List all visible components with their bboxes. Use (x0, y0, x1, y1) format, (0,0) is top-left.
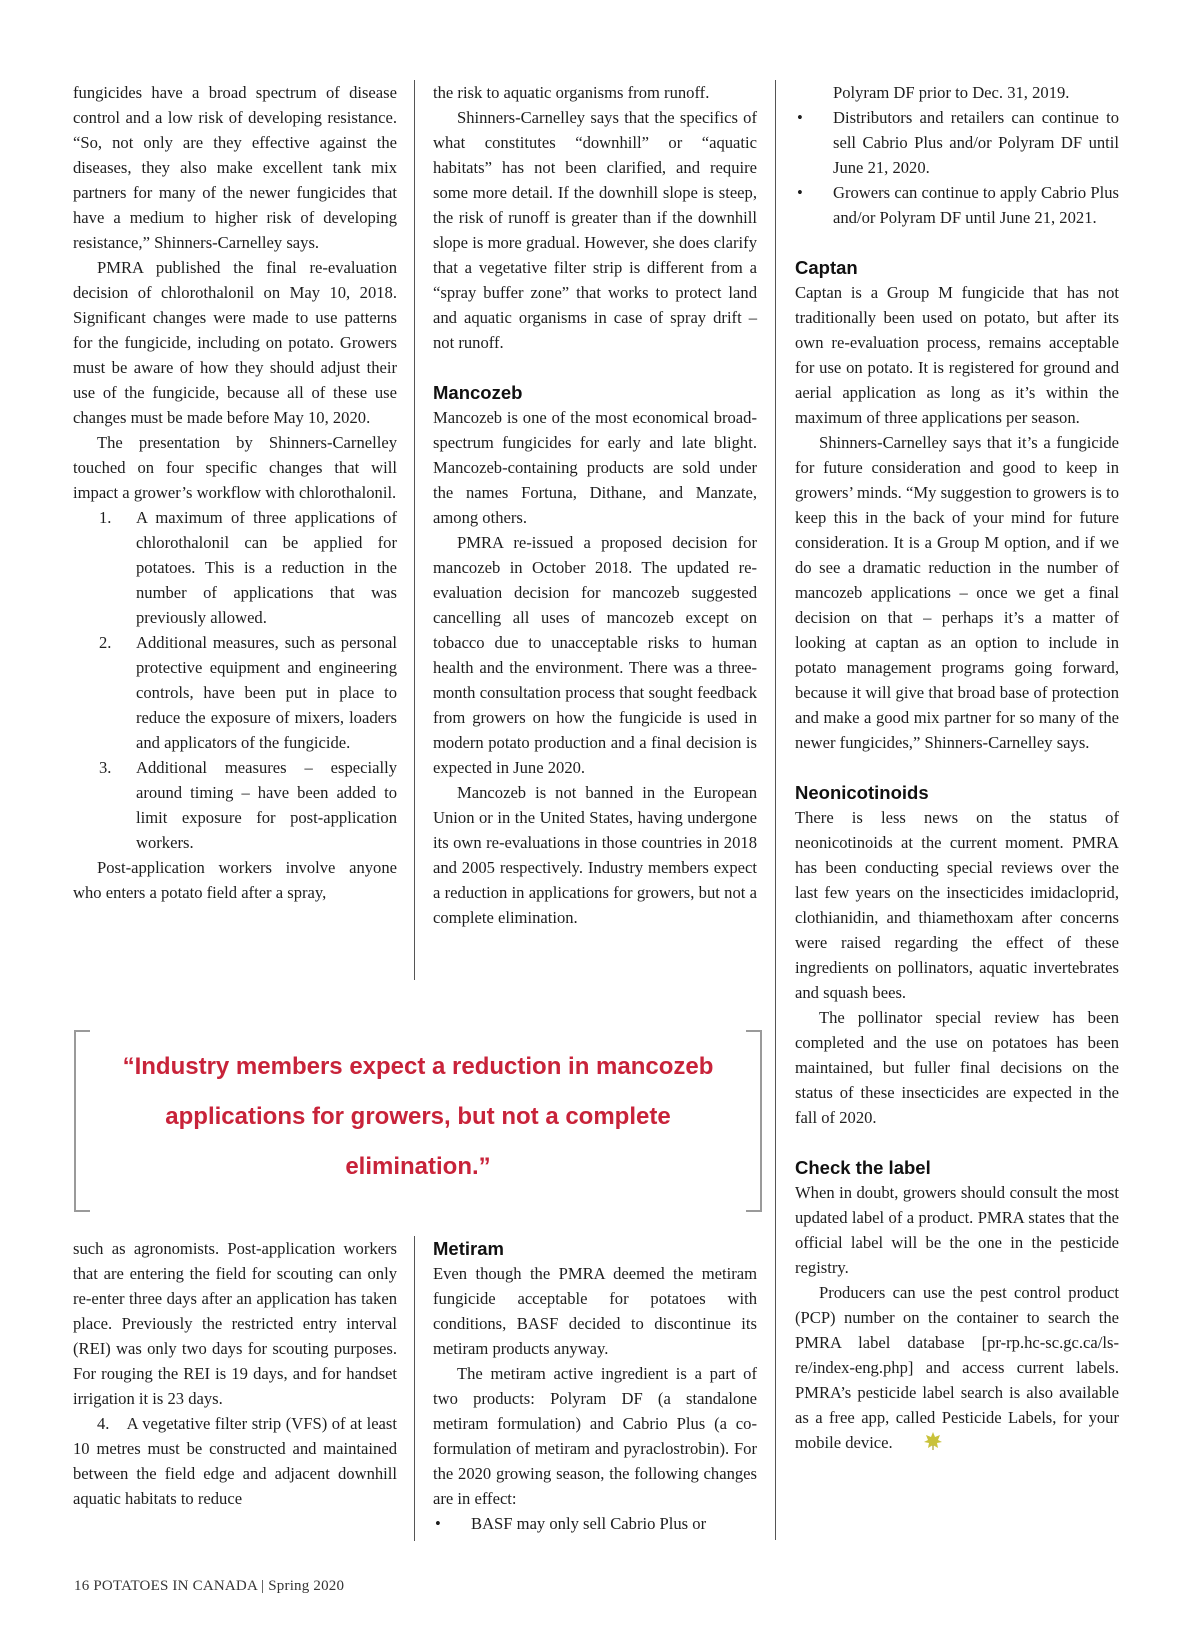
paragraph: When in doubt, growers should consult the most updated label of a product. PMRA states that the official label will be the one in the pesticide registry. (795, 1183, 1119, 1277)
section-heading-captan: Captan (795, 257, 858, 278)
bullet-symbol: • (797, 183, 803, 202)
paragraph: Mancozeb is not banned in the European Union or in the United States, having undergone its own re-evaluations in those countries in 2018 and 2005 respectively. Industry members expect a reduction in applications for growers, but not a complete elimination. (433, 783, 757, 927)
list-item (73, 505, 397, 630)
paragraph-text: Producers can use the pest control product (PCP) number on the container to search the PMRA label database [pr-rp.hc-sc.gc.ca/ls-re/index-eng.php] and access current labels. PMRA’s pesticide label search is also available as a free app, called Pesticide Labels, for your mobile device. (795, 1283, 1119, 1452)
pull-quote-text: “Industry members expect a reduction in mancozeb applications for growers, but not a complete elimination.” (122, 1053, 714, 1180)
bullet-list (795, 105, 1119, 230)
column-divider (775, 80, 776, 1540)
paragraph: The pollinator special review has been completed and the use on potatoes has been maintained, but fuller final decisions on the status of these insecticides are expected in the fall of 2020. (795, 1008, 1119, 1127)
paragraph: PMRA re-issued a proposed decision for mancozeb in October 2018. The updated re-evaluation decision for mancozeb suggested cancelling all uses of mancozeb except on tobacco due to unacceptable risks to human health and the environment. There was a three-month consultation process that sought feedback from growers on how the fungicide is used in modern potato production and a final decision is expected in June 2020. (433, 533, 757, 777)
section-heading-check-the-label: Check the label (795, 1157, 931, 1178)
paragraph: Even though the PMRA deemed the metiram fungicide acceptable for potatoes with conditions, BASF decided to discontinue its metiram products anyway. (433, 1264, 757, 1358)
list-number: 4. (97, 1414, 110, 1433)
bullet-symbol: • (797, 108, 803, 127)
column-3 (795, 80, 1119, 1458)
paragraph: Post-application workers involve anyone who enters a potato field after a spray, (73, 858, 397, 902)
list-item (795, 105, 1119, 180)
list-text: Distributors and retailers can continue to sell Cabrio Plus and/or Polyram DF until June 21, 2020. (833, 108, 1119, 177)
list-item: • BASF may only sell Cabrio Plus or (435, 1514, 707, 1533)
list-text: Growers can continue to apply Cabrio Plus and/or Polyram DF until June 21, 2021. (833, 183, 1119, 227)
leaf-icon (899, 1431, 943, 1458)
paragraph: Mancozeb is one of the most economical broad-spectrum fungicides for early and late blight. Mancozeb-containing products are sold under the names Fortuna, Dithane, and Manzate, among others. (433, 408, 757, 527)
list-number: 1. (99, 508, 112, 527)
pull-quote (74, 1030, 762, 1210)
paragraph: the risk to aquatic organisms from runoff. (433, 83, 710, 102)
list-text: BASF may only sell Cabrio Plus or (471, 1514, 707, 1533)
numbered-list (73, 505, 397, 855)
column-2-bottom (433, 1236, 757, 1536)
paragraph (795, 1280, 1119, 1458)
bullet-continuation: Polyram DF prior to Dec. 31, 2019. (833, 83, 1070, 102)
paragraph: Shinners-Carnelley says that it’s a fungicide for future consideration and good to keep in growers’ minds. “My suggestion to growers is to keep this in the back of your mind for future consideration. It is a Group M option, and if we do see a dramatic reduction in the number of mancozeb applications – once we get a final decision on that – perhaps it’s a matter of looking at captan as an option to include in potato management programs going forward, because it will give that broad base of protection and make a good mix partner for so many of the newer fungicides,” Shinners-Carnelley says. (795, 433, 1119, 752)
left-bracket (74, 1030, 90, 1212)
column-1-top (73, 80, 397, 905)
list-item (795, 180, 1119, 230)
list-item (73, 755, 397, 855)
column-divider (414, 80, 415, 980)
list-item (73, 630, 397, 755)
list-text: Additional measures – especially around timing – have been added to limit exposure for post-application workers. (136, 758, 397, 852)
list-number: 3. (99, 758, 112, 777)
list-text: Additional measures, such as personal protective equipment and engineering controls, have been put in place to reduce the exposure of mixers, loaders and applicators of the fungicide. (136, 633, 397, 752)
column-divider (414, 1236, 415, 1541)
list-text: A maximum of three applications of chlorothalonil can be applied for potatoes. This is a reduction in the number of applications that was previously allowed. (136, 508, 397, 627)
paragraph: The metiram active ingredient is a part of two products: Polyram DF (a standalone metiram formulation) and Cabrio Plus (a co-formulation of metiram and pyraclostrobin). For the 2020 growing season, the following changes are in effect: (433, 1364, 757, 1508)
column-1-bottom (73, 1236, 397, 1511)
list-text: A vegetative filter strip (VFS) of at least 10 metres must be constructed and maintained between the field edge and adjacent downhill aquatic habitats to reduce (73, 1414, 397, 1508)
paragraph: The presentation by Shinners-Carnelley touched on four specific changes that will impact a grower’s workflow with chlorothalonil. (73, 433, 397, 502)
bullet-list (433, 1511, 757, 1536)
section-heading-mancozeb: Mancozeb (433, 382, 523, 403)
paragraph: Captan is a Group M fungicide that has not traditionally been used on potato, but after its own re-evaluation process, remains acceptable for use on potato. It is registered for ground and aerial application as long as it’s within the maximum of three applications per season. (795, 283, 1119, 427)
section-heading-neonicotinoids: Neonicotinoids (795, 782, 929, 803)
paragraph: fungicides have a broad spectrum of disease control and a low risk of developing resistance. “So, not only are they effective against the diseases, they also make excellent tank mix partners for many of the newer fungicides that have a medium to higher risk of developing resistance,” Shinners-Carnelley says. (73, 83, 397, 252)
right-bracket (746, 1030, 762, 1212)
paragraph: There is less news on the status of neonicotinoids at the current moment. PMRA has been conducting special reviews over the last few years on the insecticides imidacloprid, clothianidin, and thiamethoxam after concerns were raised regarding the effect of these ingredients on pollinators, aquatic invertebrates and squash bees. (795, 808, 1119, 1002)
list-number: 2. (99, 633, 112, 652)
paragraph: such as agronomists. Post-application workers that are entering the field for scouting can only re-enter three days after an application has taken place. Previously the restricted entry interval (REI) was only two days for scouting purposes. For rouging the REI is 19 days, and for handset irrigation it is 23 days. (73, 1239, 397, 1408)
paragraph: PMRA published the final re-evaluation decision of chlorothalonil on May 10, 2018. Significant changes were made to use patterns for the fungicide, including on potato. Growers must be aware of how they should adjust their use of the fungicide, because all of these use changes must be made before May 10, 2020. (73, 258, 397, 427)
list-item-4 (73, 1411, 397, 1511)
page-footer: 16 POTATOES IN CANADA | Spring 2020 (74, 1578, 345, 1594)
column-2-top (433, 80, 757, 930)
section-heading-metiram: Metiram (433, 1238, 504, 1259)
paragraph: Shinners-Carnelley says that the specifics of what constitutes “downhill” or “aquatic habitats” has not been clarified, and require some more detail. If the downhill slope is steep, the risk of runoff is greater than if the downhill slope is more gradual. However, she does clarify that a vegetative filter strip is different from a “spray buffer zone” that works to protect land and aquatic organisms in case of spray drift – not runoff. (433, 108, 757, 352)
